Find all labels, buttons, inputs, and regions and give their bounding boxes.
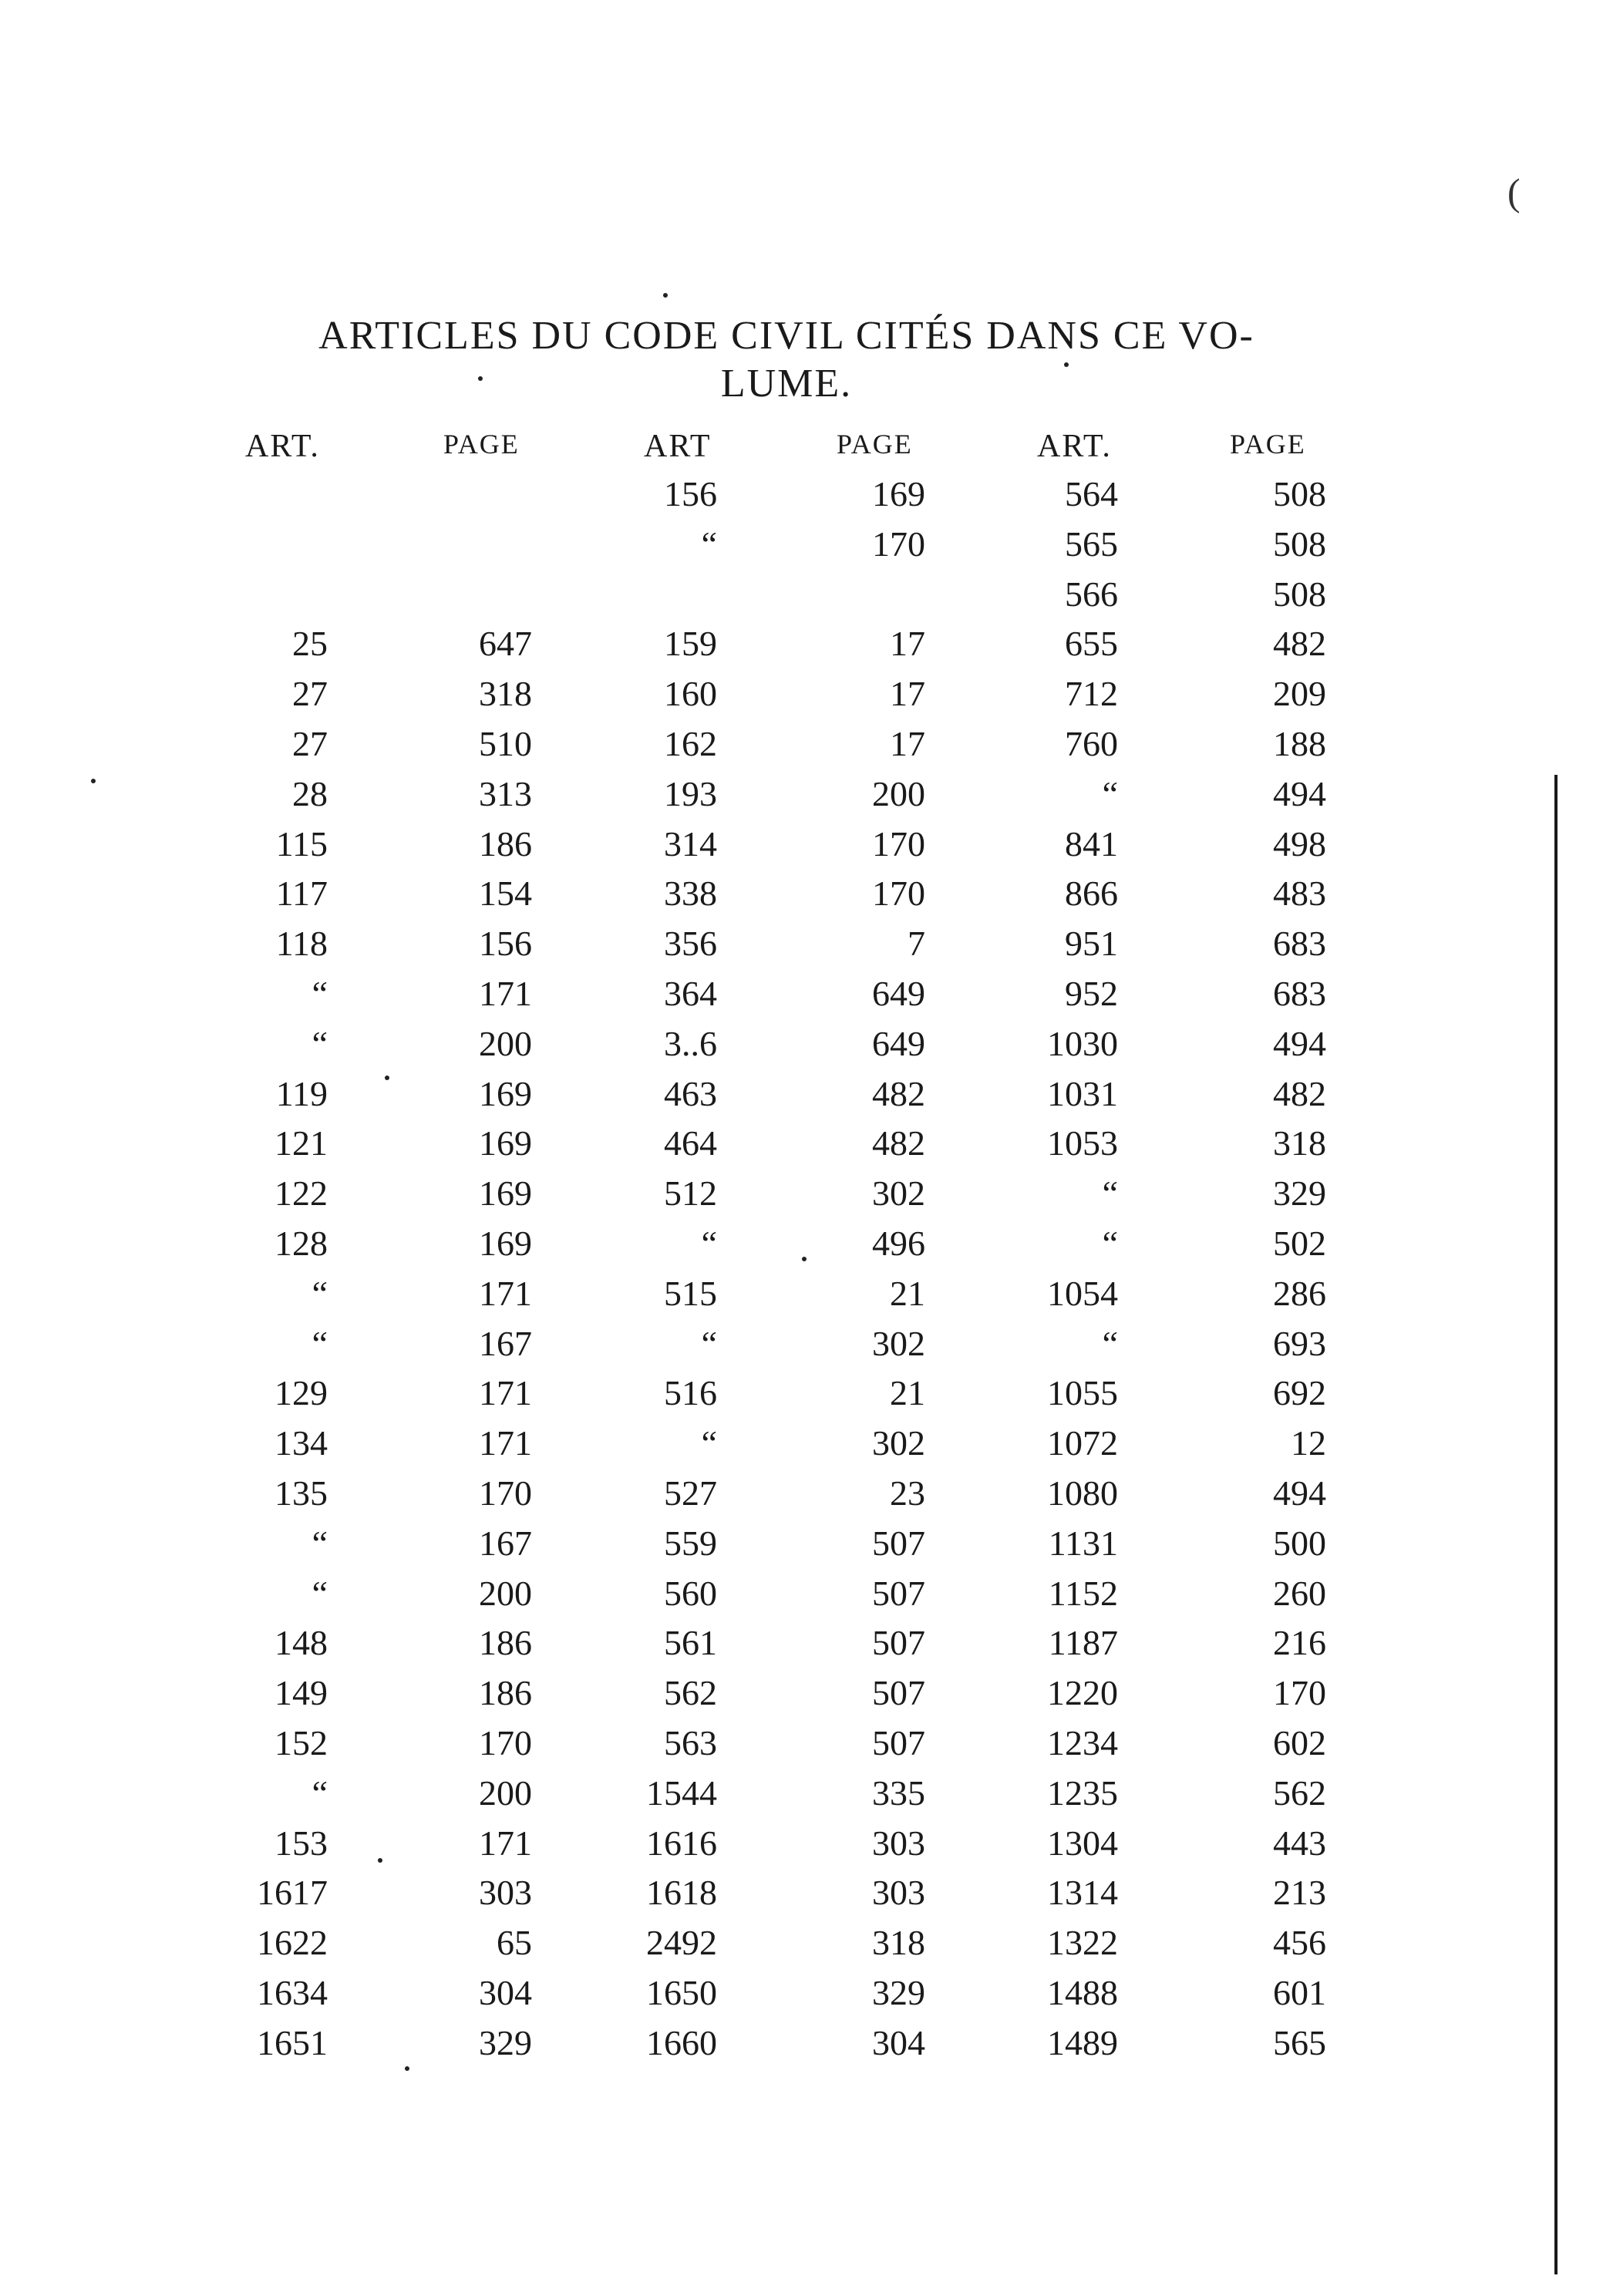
table-cell-col6-row-6: 188 xyxy=(1273,724,1326,763)
table-cell-col1-row-14: 121 xyxy=(274,1123,328,1163)
table-cell-col4-row-9: 170 xyxy=(872,874,925,914)
table-cell-col4-row-7: 200 xyxy=(872,773,925,813)
table-cell-col6-row-22: 500 xyxy=(1273,1523,1326,1563)
table-cell-col2-row-10: 156 xyxy=(479,924,532,964)
table-cell-col6-row-8: 498 xyxy=(1273,823,1326,864)
table-cell-col4-row-2: 170 xyxy=(872,524,925,564)
table-cell-col6-row-29: 213 xyxy=(1273,1873,1326,1913)
table-cell-col4-row-6: 17 xyxy=(890,724,925,763)
table-cell-col3-row-17: 515 xyxy=(664,1273,717,1313)
table-cell-col5-row-3: 566 xyxy=(1065,574,1118,614)
table-cell-col1-row-13: 119 xyxy=(275,1073,328,1113)
table-cell-col6-row-18: 693 xyxy=(1273,1323,1326,1363)
speck xyxy=(405,2066,409,2071)
table-cell-col5-row-20: 1072 xyxy=(1047,1423,1118,1463)
table-cell-col5-row-8: 841 xyxy=(1065,823,1118,864)
table-cell-col5-row-26: 1234 xyxy=(1047,1723,1118,1762)
table-cell-col2-row-19: 171 xyxy=(479,1373,532,1413)
table-cell-col1-row-20: 134 xyxy=(274,1423,328,1463)
table-cell-col1-row-11: “ xyxy=(312,974,328,1013)
table-cell-col5-row-28: 1304 xyxy=(1047,1823,1118,1863)
table-cell-col3-row-14: 464 xyxy=(664,1123,717,1163)
table-cell-col3-row-15: 512 xyxy=(664,1173,717,1214)
table-cell-col6-row-20: 12 xyxy=(1291,1423,1326,1463)
table-cell-col5-row-1: 564 xyxy=(1065,474,1118,513)
table-cell-col6-row-14: 318 xyxy=(1273,1123,1326,1163)
table-cell-col3-row-12: 3..6 xyxy=(664,1023,717,1063)
table-cell-col4-row-18: 302 xyxy=(872,1323,925,1363)
table-cell-col6-row-23: 260 xyxy=(1273,1573,1326,1613)
table-cell-col5-row-4: 655 xyxy=(1065,624,1118,664)
table-cell-col3-row-10: 356 xyxy=(664,924,717,964)
table-cell-col1-row-29: 1617 xyxy=(257,1873,328,1913)
table-cell-col6-row-27: 562 xyxy=(1273,1772,1326,1813)
table-cell-col5-row-18: “ xyxy=(1102,1323,1118,1363)
table-cell-col1-row-4: 25 xyxy=(292,624,328,664)
table-cell-col1-row-1 xyxy=(197,470,328,518)
table-cell-col1-row-26: 152 xyxy=(274,1723,328,1762)
table-cell-col5-row-10: 951 xyxy=(1065,924,1118,964)
table-cell-col6-row-26: 602 xyxy=(1273,1723,1326,1762)
table-cell-col2-row-16: 169 xyxy=(479,1224,532,1263)
table-cell-col4-row-3 xyxy=(794,571,925,618)
table-cell-col5-row-14: 1053 xyxy=(1047,1123,1118,1163)
table-cell-col5-row-27: 1235 xyxy=(1047,1772,1118,1813)
table-cell-col1-row-6: 27 xyxy=(292,724,328,763)
table-cell-col4-row-25: 507 xyxy=(872,1673,925,1713)
table-cell-col5-row-29: 1314 xyxy=(1047,1873,1118,1913)
table-cell-col2-row-22: 167 xyxy=(479,1523,532,1563)
table-cell-col5-row-2: 565 xyxy=(1065,524,1118,564)
table-cell-col5-row-23: 1152 xyxy=(1048,1573,1118,1613)
table-cell-col4-row-10: 7 xyxy=(908,924,925,964)
table-cell-col1-row-10: 118 xyxy=(275,924,328,964)
table-cell-col1-row-25: 149 xyxy=(274,1673,328,1713)
table-cell-col4-row-19: 21 xyxy=(890,1373,925,1413)
table-cell-col6-row-2: 508 xyxy=(1273,524,1326,564)
table-cell-col6-row-1: 508 xyxy=(1273,474,1326,513)
table-cell-col2-row-5: 318 xyxy=(479,674,532,714)
page-title xyxy=(247,312,1326,408)
table-cell-col4-row-17: 21 xyxy=(890,1273,925,1313)
table-cell-col3-row-6: 162 xyxy=(664,724,717,763)
table-cell-col3-row-21: 527 xyxy=(664,1473,717,1513)
table-cell-col4-row-1: 169 xyxy=(872,474,925,513)
table-cell-col6-row-11: 683 xyxy=(1273,974,1326,1013)
table-cell-col1-row-12: “ xyxy=(312,1023,328,1063)
table-cell-col2-row-28: 171 xyxy=(479,1823,532,1863)
title-line-1: ARTICLES DU CODE CIVIL CITÉS DANS CE VO- xyxy=(318,314,1254,358)
table-cell-col6-row-5: 209 xyxy=(1273,674,1326,714)
header-page-1: PAGE xyxy=(443,429,520,460)
table-cell-col1-row-18: “ xyxy=(312,1323,328,1363)
table-cell-col2-row-27: 200 xyxy=(479,1772,532,1813)
table-cell-col3-row-11: 364 xyxy=(664,974,717,1013)
table-cell-col3-row-4: 159 xyxy=(664,624,717,664)
table-cell-col6-row-3: 508 xyxy=(1273,574,1326,614)
table-cell-col6-row-24: 216 xyxy=(1273,1623,1326,1663)
table-cell-col5-row-31: 1488 xyxy=(1047,1973,1118,2012)
table-cell-col6-row-30: 456 xyxy=(1273,1923,1326,1963)
table-cell-col2-row-11: 171 xyxy=(479,974,532,1013)
margin-mark: ( xyxy=(1507,170,1520,214)
table-cell-col2-row-8: 186 xyxy=(479,823,532,864)
table-cell-col4-row-23: 507 xyxy=(872,1573,925,1613)
table-cell-col3-row-20: “ xyxy=(701,1423,717,1463)
table-cell-col6-row-4: 482 xyxy=(1273,624,1326,664)
header-art-1: ART. xyxy=(245,429,320,464)
table-cell-col2-row-21: 170 xyxy=(479,1473,532,1513)
table-cell-col6-row-31: 601 xyxy=(1273,1973,1326,2012)
table-cell-col3-row-18: “ xyxy=(701,1323,717,1363)
table-cell-col3-row-24: 561 xyxy=(664,1623,717,1663)
table-cell-col1-row-8: 115 xyxy=(275,823,328,864)
table-cell-col4-row-27: 335 xyxy=(872,1772,925,1813)
table-cell-col2-row-12: 200 xyxy=(479,1023,532,1063)
table-cell-col3-row-3 xyxy=(586,571,717,618)
table-cell-col6-row-19: 692 xyxy=(1273,1373,1326,1413)
header-art-3: ART. xyxy=(1037,429,1112,464)
table-cell-col1-row-9: 117 xyxy=(275,874,328,914)
table-cell-col1-row-30: 1622 xyxy=(257,1923,328,1963)
table-cell-col2-row-20: 171 xyxy=(479,1423,532,1463)
table-cell-col2-row-1 xyxy=(401,470,532,518)
table-cell-col2-row-24: 186 xyxy=(479,1623,532,1663)
table-cell-col6-row-17: 286 xyxy=(1273,1273,1326,1313)
table-cell-col2-row-15: 169 xyxy=(479,1173,532,1214)
speck xyxy=(378,1858,382,1863)
table-cell-col6-row-15: 329 xyxy=(1273,1173,1326,1214)
table-cell-col2-row-29: 303 xyxy=(479,1873,532,1913)
table-cell-col1-row-32: 1651 xyxy=(257,2022,328,2062)
table-cell-col1-row-19: 129 xyxy=(274,1373,328,1413)
table-cell-col4-row-12: 649 xyxy=(872,1023,925,1063)
table-cell-col4-row-22: 507 xyxy=(872,1523,925,1563)
table-cell-col1-row-21: 135 xyxy=(274,1473,328,1513)
table-cell-col1-row-27: “ xyxy=(312,1772,328,1813)
table-cell-col4-row-21: 23 xyxy=(890,1473,925,1513)
table-cell-col4-row-20: 302 xyxy=(872,1423,925,1463)
table-cell-col4-row-11: 649 xyxy=(872,974,925,1013)
header-page-2: PAGE xyxy=(837,429,913,460)
table-cell-col3-row-16: “ xyxy=(701,1224,717,1263)
table-cell-col3-row-19: 516 xyxy=(664,1373,717,1413)
table-cell-col4-row-16: 496 xyxy=(872,1224,925,1263)
speck xyxy=(663,293,668,298)
table-cell-col6-row-10: 683 xyxy=(1273,924,1326,964)
table-cell-col3-row-5: 160 xyxy=(664,674,717,714)
table-cell-col2-row-31: 304 xyxy=(479,1973,532,2012)
table-cell-col1-row-2 xyxy=(197,520,328,568)
table-cell-col4-row-30: 318 xyxy=(872,1923,925,1963)
table-cell-col4-row-29: 303 xyxy=(872,1873,925,1913)
table-cell-col3-row-31: 1650 xyxy=(646,1973,717,2012)
table-cell-col3-row-7: 193 xyxy=(664,773,717,813)
table-cell-col5-row-19: 1055 xyxy=(1047,1373,1118,1413)
table-cell-col2-row-23: 200 xyxy=(479,1573,532,1613)
table-cell-col6-row-13: 482 xyxy=(1273,1073,1326,1113)
table-cell-col3-row-30: 2492 xyxy=(646,1923,717,1963)
margin-rule xyxy=(1554,775,1558,2274)
table-cell-col3-row-28: 1616 xyxy=(646,1823,717,1863)
table-cell-col4-row-24: 507 xyxy=(872,1623,925,1663)
table-cell-col1-row-28: 153 xyxy=(274,1823,328,1863)
table-cell-col5-row-15: “ xyxy=(1102,1173,1118,1214)
table-cell-col5-row-30: 1322 xyxy=(1047,1923,1118,1963)
table-cell-col4-row-14: 482 xyxy=(872,1123,925,1163)
table-cell-col6-row-32: 565 xyxy=(1273,2022,1326,2062)
table-cell-col2-row-30: 65 xyxy=(497,1923,532,1963)
table-cell-col3-row-25: 562 xyxy=(664,1673,717,1713)
table-cell-col3-row-8: 314 xyxy=(664,823,717,864)
table-cell-col4-row-31: 329 xyxy=(872,1973,925,2012)
table-cell-col3-row-22: 559 xyxy=(664,1523,717,1563)
table-cell-col1-row-7: 28 xyxy=(292,773,328,813)
table-cell-col2-row-4: 647 xyxy=(479,624,532,664)
table-cell-col4-row-13: 482 xyxy=(872,1073,925,1113)
table-cell-col3-row-32: 1660 xyxy=(646,2022,717,2062)
table-cell-col4-row-4: 17 xyxy=(890,624,925,664)
table-cell-col2-row-17: 171 xyxy=(479,1273,532,1313)
table-cell-col1-row-22: “ xyxy=(312,1523,328,1563)
table-cell-col4-row-5: 17 xyxy=(890,674,925,714)
table-cell-col1-row-24: 148 xyxy=(274,1623,328,1663)
table-cell-col5-row-22: 1131 xyxy=(1048,1523,1118,1563)
table-cell-col5-row-24: 1187 xyxy=(1048,1623,1118,1663)
table-cell-col2-row-7: 313 xyxy=(479,773,532,813)
table-cell-col1-row-3 xyxy=(197,571,328,618)
table-cell-col3-row-27: 1544 xyxy=(646,1772,717,1813)
table-cell-col5-row-21: 1080 xyxy=(1047,1473,1118,1513)
table-cell-col5-row-7: “ xyxy=(1102,773,1118,813)
table-cell-col2-row-2 xyxy=(401,520,532,568)
table-cell-col4-row-26: 507 xyxy=(872,1723,925,1762)
table-cell-col6-row-16: 502 xyxy=(1273,1224,1326,1263)
table-cell-col2-row-13: 169 xyxy=(479,1073,532,1113)
table-cell-col2-row-3 xyxy=(401,571,532,618)
table-cell-col5-row-12: 1030 xyxy=(1047,1023,1118,1063)
header-art-2: ART xyxy=(644,429,712,464)
table-cell-col6-row-9: 483 xyxy=(1273,874,1326,914)
table-cell-col2-row-32: 329 xyxy=(479,2022,532,2062)
table-cell-col4-row-15: 302 xyxy=(872,1173,925,1214)
speck xyxy=(91,779,96,783)
table-cell-col1-row-5: 27 xyxy=(292,674,328,714)
table-cell-col6-row-28: 443 xyxy=(1273,1823,1326,1863)
speck xyxy=(1064,362,1069,367)
table-cell-col3-row-9: 338 xyxy=(664,874,717,914)
table-cell-col2-row-18: 167 xyxy=(479,1323,532,1363)
table-cell-col3-row-13: 463 xyxy=(664,1073,717,1113)
table-cell-col5-row-16: “ xyxy=(1102,1224,1118,1263)
table-cell-col1-row-15: 122 xyxy=(274,1173,328,1214)
table-cell-col3-row-29: 1618 xyxy=(646,1873,717,1913)
table-cell-col1-row-17: “ xyxy=(312,1273,328,1313)
table-cell-col1-row-23: “ xyxy=(312,1573,328,1613)
table-cell-col3-row-23: 560 xyxy=(664,1573,717,1613)
speck xyxy=(478,376,483,381)
table-cell-col5-row-17: 1054 xyxy=(1047,1273,1118,1313)
table-cell-col1-row-31: 1634 xyxy=(257,1973,328,2012)
table-cell-col5-row-11: 952 xyxy=(1065,974,1118,1013)
table-cell-col2-row-9: 154 xyxy=(479,874,532,914)
table-cell-col3-row-1: 156 xyxy=(664,474,717,513)
table-cell-col5-row-13: 1031 xyxy=(1047,1073,1118,1113)
speck xyxy=(385,1076,389,1080)
speck xyxy=(802,1257,807,1261)
table-cell-col1-row-16: 128 xyxy=(274,1224,328,1263)
table-cell-col6-row-25: 170 xyxy=(1273,1673,1326,1713)
table-cell-col6-row-12: 494 xyxy=(1273,1023,1326,1063)
table-cell-col2-row-25: 186 xyxy=(479,1673,532,1713)
table-cell-col3-row-2: “ xyxy=(701,524,717,564)
table-cell-col6-row-21: 494 xyxy=(1273,1473,1326,1513)
table-cell-col2-row-6: 510 xyxy=(479,724,532,763)
table-cell-col3-row-26: 563 xyxy=(664,1723,717,1762)
table-cell-col4-row-8: 170 xyxy=(872,823,925,864)
table-cell-col4-row-32: 304 xyxy=(872,2022,925,2062)
table-cell-col5-row-6: 760 xyxy=(1065,724,1118,763)
title-line-2: LUME. xyxy=(720,362,853,406)
table-cell-col5-row-32: 1489 xyxy=(1047,2022,1118,2062)
table-cell-col2-row-26: 170 xyxy=(479,1723,532,1762)
header-page-3: PAGE xyxy=(1230,429,1306,460)
table-cell-col5-row-9: 866 xyxy=(1065,874,1118,914)
table-cell-col6-row-7: 494 xyxy=(1273,773,1326,813)
table-cell-col5-row-5: 712 xyxy=(1065,674,1118,714)
table-cell-col4-row-28: 303 xyxy=(872,1823,925,1863)
table-cell-col5-row-25: 1220 xyxy=(1047,1673,1118,1713)
table-cell-col2-row-14: 169 xyxy=(479,1123,532,1163)
